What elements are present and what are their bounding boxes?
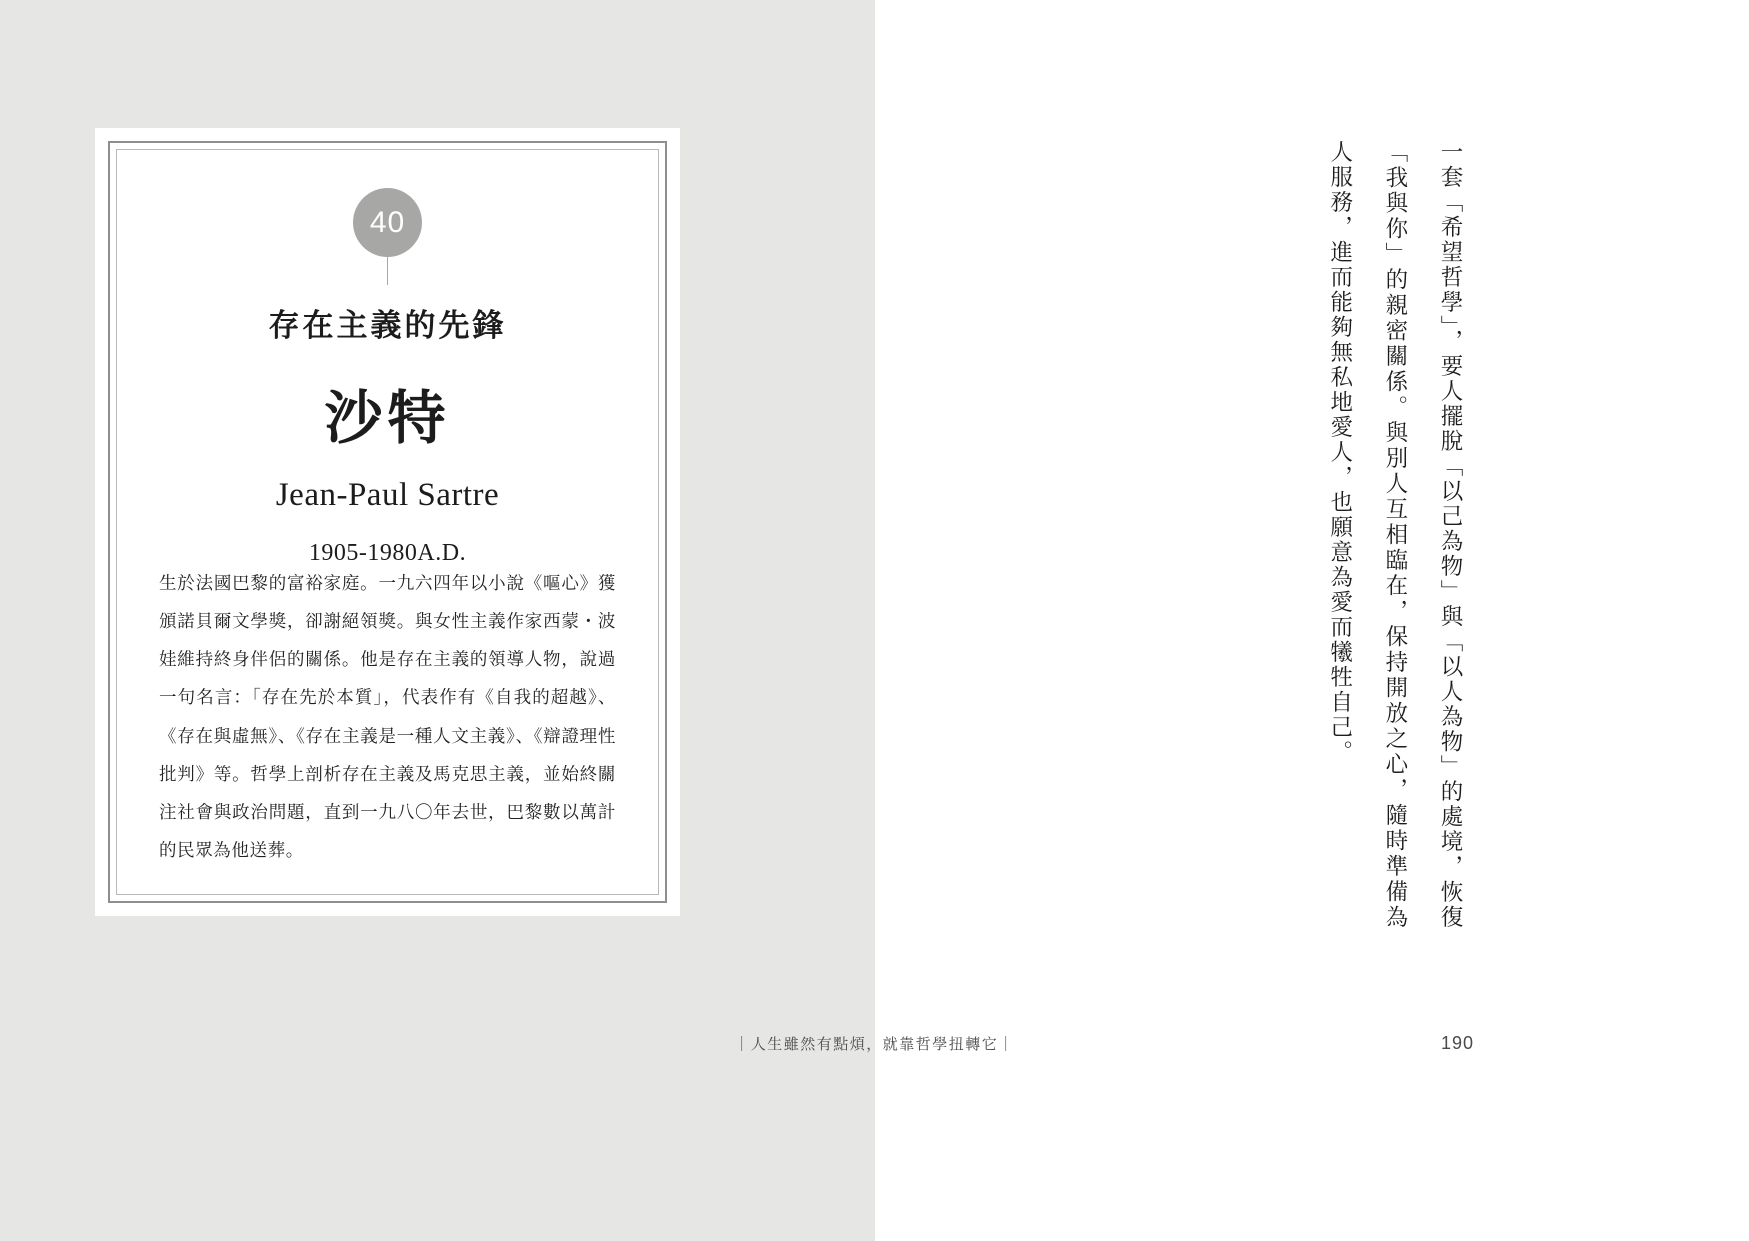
chapter-number: 40	[353, 188, 422, 257]
running-head: ｜人生雖然有點煩，就靠哲學扭轉它｜	[734, 1035, 1015, 1053]
card-outer-border	[108, 141, 667, 903]
page-footer	[0, 1033, 1749, 1053]
philosopher-lifespan: 1905-1980A.D.	[308, 540, 467, 566]
chapter-title-card	[95, 128, 680, 916]
philosopher-name-chinese: 沙特	[324, 384, 451, 452]
chapter-number-badge	[117, 188, 658, 285]
title-block	[117, 300, 658, 567]
page-number: 190	[1440, 1033, 1474, 1053]
philosopher-biography: 生於法國巴黎的富裕家庭。一九六四年以小說《嘔心》獲頒諾貝爾文學獎，卻謝絕領獎。與女性主義作家西蒙・波娃維持終身伴侶的關係。他是存在主義的領導人物，說過一句名言：「存在先於本質」，代表作有《自我的超越》、《存在與虛無》、《存在主義是一種人文主義》、《辯證理性批判》等。哲學上剖析存在主義及馬克思主義，並始終關注社會與政治問題，直到一九八〇年去世，巴黎數以萬計的民眾為他送葬。	[159, 574, 616, 861]
badge-stem-line	[387, 257, 388, 285]
philosopher-name-english: Jean-Paul Sartre	[275, 477, 500, 513]
right-page	[875, 0, 1749, 1241]
card-inner-border	[116, 149, 659, 895]
vertical-body-paragraph: 一套「希望哲學」，要人擺脫「以己為物」與「以人為物」的處境，恢復「我與你」的親密關係。與別人互相臨在，保持開放之心，隨時準備為人服務，進而能夠無私地愛人，也願意為愛而犧牲自己。	[1326, 140, 1463, 930]
chapter-subtitle: 存在主義的先鋒	[268, 308, 507, 344]
